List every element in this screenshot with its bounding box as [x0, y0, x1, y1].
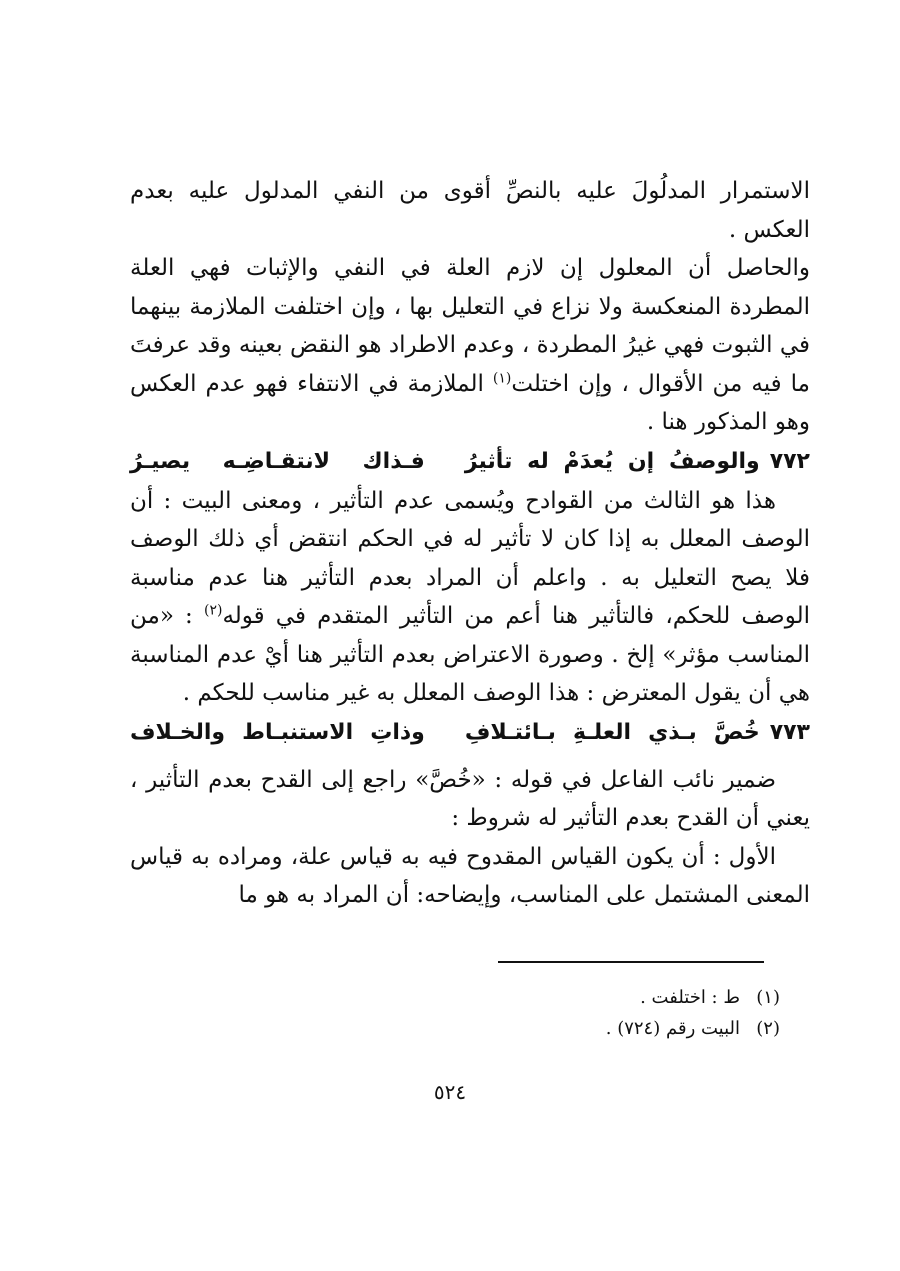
- verse-word: تأثيرُ: [464, 448, 513, 474]
- footnote-text: البيت رقم (٧٢٤) .: [605, 1018, 740, 1039]
- footnotes: [430, 982, 780, 1044]
- verse-word: العلـةِ: [572, 719, 632, 745]
- verse-number: ٧٧٣: [769, 719, 810, 745]
- page-number: ٥٢٤: [433, 1080, 467, 1104]
- paragraph-3: [130, 482, 810, 713]
- paragraph-3-tail: : «من المناسب مؤثر» إلخ . وصورة الاعتراض بعدم التأثير هنا أيْ عدم المناسبة هي أن يقول المعترض : هذا الوصف المعلل به غير مناسب للحكم .: [130, 603, 810, 706]
- verse-word: فـذاك: [362, 448, 425, 474]
- footnote-divider: [498, 961, 764, 963]
- paragraph-3-text: هذا هو الثالث من القوادح ويُسمى عدم التأثير ، ومعنى البيت : أن الوصف المعلل به إذا كان لا تأثير له في الحكم انتقض أي ذلك الوصف فلا يصح التعليل به . واعلم أن المراد بعدم التأثير هنا عدم مناسبة الوصف للحكم، فالتأثير هنا أعم من التأثير المتقدم في قوله: [130, 487, 810, 629]
- verse-word: بـذي: [648, 719, 697, 745]
- footnote-number: (٢): [756, 1018, 780, 1039]
- footnote-text: ط : اختلفت .: [640, 987, 740, 1008]
- verse-word: والخـلاف: [129, 719, 226, 745]
- verse-word: خُصَّ: [713, 719, 760, 745]
- verse-word: والوصفُ: [668, 448, 760, 474]
- verse-word: يُعدَمْ: [563, 448, 614, 474]
- verse-first-hemistich: [465, 713, 760, 753]
- verse-word: بـائتـلافِ: [464, 719, 556, 745]
- verse-first-hemistich: [465, 442, 760, 482]
- footnote-ref-2: (٢): [203, 602, 223, 619]
- verse-word: لانتقـاضِـه: [222, 448, 330, 474]
- footnote-number: (١): [756, 987, 780, 1008]
- verse-number: ٧٧٢: [769, 448, 810, 474]
- verse-word: الاستنبـاط: [242, 719, 354, 745]
- page-body: [130, 172, 810, 915]
- verse-second-hemistich: [130, 442, 425, 482]
- verse-word: وذاتِ: [370, 719, 425, 745]
- verse-772: [130, 442, 810, 482]
- footnote-1: [430, 982, 780, 1013]
- footnote-2: [430, 1013, 780, 1044]
- paragraph-5: الأول : أن يكون القياس المقدوح فيه به قياس علة، ومراده به قياس المعنى المشتمل على المناسب، وإيضاحه: أن المراد به هو ما: [130, 843, 810, 908]
- paragraph-4: ضمير نائب الفاعل في قوله : «خُصَّ» راجع إلى القدح بعدم التأثير ، يعني أن القدح بعدم التأثير له شروط :: [130, 766, 810, 831]
- verse-word: له: [527, 448, 549, 474]
- verse-second-hemistich: [130, 713, 425, 753]
- paragraph-2: [130, 249, 810, 442]
- verse-word: يصيـرُ: [129, 448, 191, 474]
- paragraph-2-text: والحاصل أن المعلول إن لازم العلة في النفي والإثبات فهي العلة المطردة المنعكسة ولا نزاع في التعليل بها ، وإن اختلفت الملازمة بينهما في الثبوت فهي غيرُ المطردة ، وعدم الاطراد هو النقض بعينه وقد عرفتَ ما فيه من الأقوال ، وإن اختلت: [130, 255, 810, 397]
- verse-773: [130, 713, 810, 753]
- footnote-ref-1: (١): [492, 369, 512, 386]
- paragraph-1: الاستمرار المدلُولَ عليه بالنصِّ أقوى من النفي المدلول عليه بعدم العكس .: [130, 178, 810, 243]
- verse-word: إن: [627, 448, 655, 474]
- paragraph-2-tail: الملازمة في الانتفاء فهو عدم العكس وهو المذكور هنا .: [130, 370, 810, 435]
